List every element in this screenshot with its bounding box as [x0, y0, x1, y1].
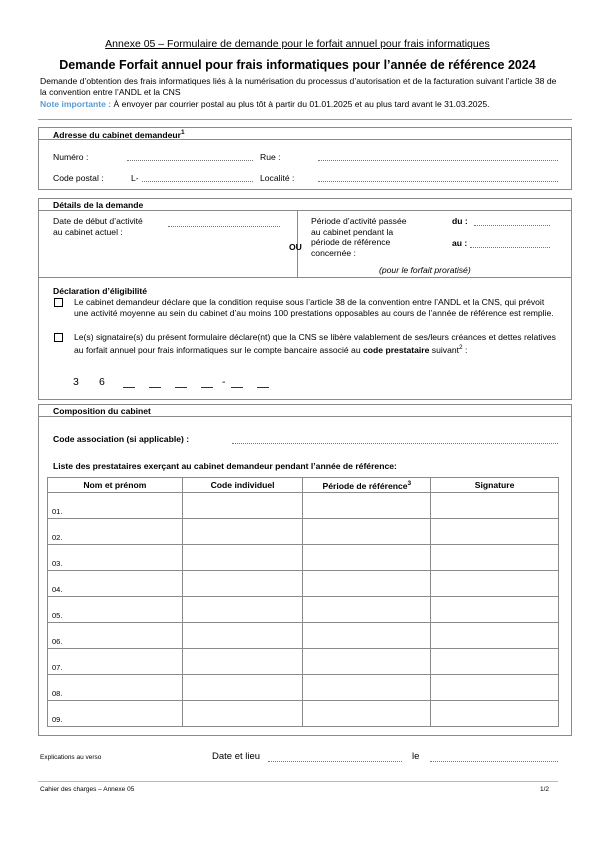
row-name-cell[interactable]: 03.	[48, 545, 183, 571]
row-code-cell[interactable]	[182, 649, 303, 675]
intro-text: Demande d’obtention des frais informatiques liés à la numérisation du processus d’autorisation et de la facturation suivant l’article 38 de la convention entre l’ANDL et la CNS	[40, 76, 557, 97]
postal-code-prefix: L-	[131, 173, 139, 183]
code-digit-field[interactable]	[201, 387, 213, 388]
row-code-cell[interactable]	[182, 623, 303, 649]
table-row	[48, 675, 559, 701]
row-name-cell[interactable]: 06.	[48, 623, 183, 649]
row-code-cell[interactable]	[182, 675, 303, 701]
row-signature-cell[interactable]	[431, 675, 559, 701]
code-digit-field[interactable]	[257, 387, 269, 388]
row-signature-cell[interactable]	[431, 519, 559, 545]
table-row	[48, 545, 559, 571]
row-signature-cell[interactable]	[431, 701, 559, 727]
row-signature-cell[interactable]	[431, 649, 559, 675]
du-label: du :	[452, 216, 468, 226]
row-code-cell[interactable]	[182, 493, 303, 519]
column-header-name: Nom et prénom	[48, 478, 183, 493]
localite-label: Localité :	[260, 173, 295, 183]
page-number: 1/2	[540, 786, 550, 793]
details-section-title: Détails de la demande	[53, 200, 144, 210]
au-field[interactable]	[470, 247, 550, 248]
row-name-cell[interactable]: 05.	[48, 597, 183, 623]
start-date-field[interactable]	[168, 226, 280, 227]
date-field[interactable]	[430, 761, 558, 762]
au-label: au :	[452, 238, 468, 248]
code-digit-field[interactable]	[149, 387, 161, 388]
row-period-cell[interactable]	[303, 597, 431, 623]
table-row	[48, 571, 559, 597]
eligibility-statement: Le cabinet demandeur déclare que la condition requise sous l’article 38 de la convention entre l’ANDL et la CNS, qui prévoit une activité moyenne au sein du cabinet d’au moins 100 prestations opposables au cours de l’année de référence est remplie.	[74, 297, 554, 318]
section-divider	[38, 416, 572, 417]
page-title: Demande Forfait annuel pour frais informatiques pour l’année de référence 2024	[59, 58, 536, 72]
code-digit-3: 3	[73, 376, 79, 388]
row-period-cell[interactable]	[303, 519, 431, 545]
composition-title: Composition du cabinet	[53, 406, 151, 416]
row-code-cell[interactable]	[182, 701, 303, 727]
table-row	[48, 493, 559, 519]
important-note	[40, 99, 490, 109]
le-label: le	[412, 751, 420, 762]
column-header-code: Code individuel	[182, 478, 303, 493]
table-row	[48, 701, 559, 727]
row-code-cell[interactable]	[182, 571, 303, 597]
explanations-note: Explications au verso	[40, 754, 102, 761]
postal-code-label: Code postal :	[53, 173, 104, 183]
row-period-cell[interactable]	[303, 649, 431, 675]
row-name-cell[interactable]: 08.	[48, 675, 183, 701]
bank-account-checkbox[interactable]	[54, 333, 63, 342]
numero-label: Numéro :	[53, 152, 89, 162]
postal-code-field[interactable]	[142, 181, 253, 182]
row-signature-cell[interactable]	[431, 597, 559, 623]
code-digit-6: 6	[99, 376, 105, 388]
row-code-cell[interactable]	[182, 597, 303, 623]
rue-label: Rue :	[260, 152, 281, 162]
row-period-cell[interactable]	[303, 623, 431, 649]
association-code-label: Code association (si applicable) :	[53, 434, 190, 444]
du-field[interactable]	[474, 225, 550, 226]
column-header-signature: Signature	[431, 478, 559, 493]
row-code-cell[interactable]	[182, 519, 303, 545]
date-place-field[interactable]	[268, 761, 402, 762]
localite-field[interactable]	[318, 181, 558, 182]
row-period-cell[interactable]	[303, 701, 431, 727]
providers-table	[47, 477, 559, 727]
rue-field[interactable]	[318, 160, 558, 161]
row-name-cell[interactable]: 04.	[48, 571, 183, 597]
row-period-cell[interactable]	[303, 545, 431, 571]
row-name-cell[interactable]: 02.	[48, 519, 183, 545]
prorata-note: (pour le forfait proratisé)	[379, 265, 471, 275]
eligibility-checkbox[interactable]	[54, 298, 63, 307]
providers-list-label: Liste des prestataires exerçant au cabinet demandeur pendant l’année de référence:	[53, 461, 397, 471]
table-header-row	[48, 478, 559, 493]
row-signature-cell[interactable]	[431, 493, 559, 519]
date-place-label: Date et lieu	[212, 751, 261, 762]
code-digit-field[interactable]	[123, 387, 135, 388]
numero-field[interactable]	[127, 160, 253, 161]
row-period-cell[interactable]	[303, 675, 431, 701]
declaration-title: Déclaration d’éligibilité	[53, 286, 148, 296]
column-header-period: Période de référence$^3$	[303, 478, 431, 493]
row-signature-cell[interactable]	[431, 571, 559, 597]
ou-label: OU	[289, 242, 302, 252]
note-label: Note importante :	[40, 99, 112, 109]
bank-account-statement: Le(s) signataire(s) du présent formulaire déclare(nt) que la CNS se libère valablement de ses/leurs créances et dettes relatives au forfait annuel pour frais informatiques sur le compte bancaire associé au code prestataire suivant$^2$ :	[74, 332, 556, 355]
row-name-cell[interactable]: 07.	[48, 649, 183, 675]
code-digit-field[interactable]	[231, 387, 243, 388]
table-row	[48, 649, 559, 675]
row-period-cell[interactable]	[303, 571, 431, 597]
row-signature-cell[interactable]	[431, 545, 559, 571]
table-row	[48, 597, 559, 623]
table-row	[48, 519, 559, 545]
divider	[38, 119, 572, 120]
note-text: À envoyer par courrier postal au plus tôt à partir du 01.01.2025 et au plus tard avant le 31.03.2025.	[111, 99, 490, 109]
row-signature-cell[interactable]	[431, 623, 559, 649]
row-name-cell[interactable]: 01.	[48, 493, 183, 519]
section-divider	[38, 277, 572, 278]
row-name-cell[interactable]: 09.	[48, 701, 183, 727]
start-date-label: Date de début d’activité au cabinet actuel :	[53, 216, 143, 237]
row-code-cell[interactable]	[182, 545, 303, 571]
code-digit-field[interactable]	[175, 387, 187, 388]
period-label: Période d’activité passée au cabinet pendant la période de référence concernée :	[311, 216, 407, 258]
address-section-title: Adresse du cabinet demandeur$^1$	[53, 129, 185, 140]
annex-title: Annexe 05 – Formulaire de demande pour le forfait annuel pour frais informatiques	[105, 38, 490, 50]
association-code-field[interactable]	[232, 443, 558, 444]
section-divider	[38, 210, 572, 211]
footer-divider	[38, 781, 558, 782]
row-period-cell[interactable]	[303, 493, 431, 519]
table-row	[48, 623, 559, 649]
code-dash: -	[222, 376, 226, 388]
footer-left: Cahier des charges – Annexe 05	[40, 786, 135, 793]
